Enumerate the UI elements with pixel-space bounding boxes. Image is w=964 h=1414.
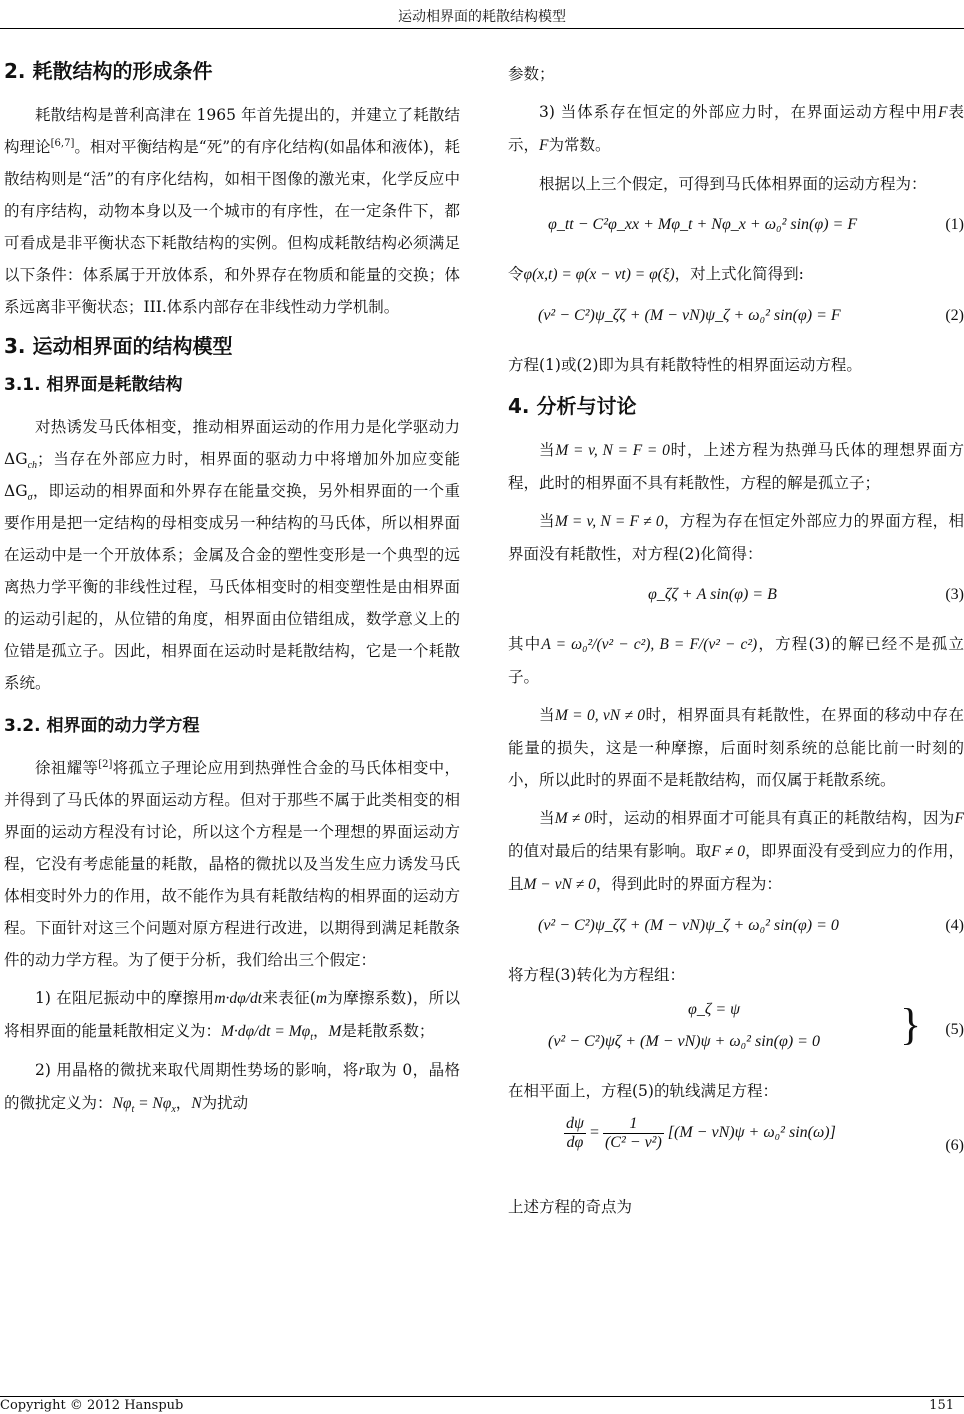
equation-6 (508, 1113, 964, 1183)
footer-rule (0, 1396, 964, 1397)
equation-5-line-2: (v² − C²)ψζ + (M − νN)ψ + ω₀² sin(φ) = 0 (548, 1033, 820, 1050)
case-2-paragraph: 当M = v, N = F ≠ 0，方程为存在恒定外部应力的界面方程，相界面没有耗散性，对方程(2)化简得： (508, 512, 964, 563)
equation-3-number: (3) (945, 586, 964, 603)
where-paragraph: 其中A = ω₀²/(v² − c²), B = F/(v² − c²)，方程(3)的解已经不是孤立子。 (508, 635, 964, 686)
equation-5-number: (5) (945, 1021, 964, 1038)
section-2-title: 2. 耗散结构的形成条件 (4, 59, 213, 83)
equation-3 (508, 576, 964, 620)
header-rule (0, 28, 964, 29)
section-2-paragraph: 耗散结构是普利高津在 1965 年首先提出的，并建立了耗散结构理论[6,7]。相对平衡结构是“死”的有序化结构(如晶体和液体)，耗散结构则是“活”的有序化结构，如相干图像的激光束，化学反应中的有序结构，动物本身以及一个城市的有序性，在一定条件下，都可看成是非平衡状态下耗散结构的实例。但构成耗散结构必须满足以下条件：体系属于开放体系，和外界存在物质和能量的交换；体系远离非平衡状态；III.体系内部存在非线性动力学机制。 (4, 106, 460, 316)
phase-plane-note: 在相平面上，方程(5)的轨线满足方程： (508, 1082, 778, 1100)
right-column (508, 58, 964, 1229)
singular-point-note: 上述方程的奇点为 (508, 1198, 633, 1216)
equation-5-line-1: φ_ζ = ψ (688, 1001, 741, 1018)
section-4-title: 4. 分析与讨论 (508, 394, 637, 418)
equation-note: 方程(1)或(2)即为具有耗散特性的相界面运动方程。 (508, 356, 862, 374)
running-head: 运动相界面的耗散结构模型 (398, 9, 566, 25)
equation-2 (508, 297, 964, 341)
equation-4-formula: (v² − C²)ψ_ζζ + (M − νN)ψ_ζ + ω₀² sin(φ) = 0 (538, 917, 839, 934)
assumption-3: 3) 当体系存在恒定的外部应力时，在界面运动方程中用F表示，F为常数。 (508, 103, 964, 154)
assumption-1: 1) 在阻尼振动中的摩擦用m·dφ/dt来表征(m为摩擦系数)，所以将相界面的能量耗散相定义为：$M\cdot d\varphi/dt = M\varphi_t$，M是耗散系数； (4, 988, 460, 1043)
equation-2-formula: (v² − C²)ψ_ζζ + (M − νN)ψ_ζ + ω₀² sin(φ) = F (538, 307, 841, 324)
equation-1 (508, 206, 964, 250)
derivation-intro: 根据以上三个假定，可得到马氏体相界面的运动方程为： (539, 175, 927, 193)
copyright-notice: Copyright © 2012 Hanspub (0, 1398, 184, 1413)
citation: [2] (98, 758, 113, 770)
case-1-paragraph: 当M = v, N = F = 0时，上述方程为热弹马氏体的理想界面方程，此时的相界面不具有耗散性，方程的解是孤立子； (508, 441, 964, 492)
equation-1-formula: φ_tt − C²φ_xx + Mφ_t + Nφ_x + ω₀² sin(φ) = F (548, 216, 858, 233)
section-3-2-paragraph: 徐祖耀等[2]将孤立子理论应用到热弹性合金的马氏体相变中，并得到了马氏体的界面运动方程。但对于那些不属于此类相变的相界面的运动方程没有讨论，所以这个方程是一个理想的界面运动方程，它没有考虑能量的耗散，晶格的微扰以及当发生应力诱发马氏体相变时外力的作用，故不能作为具有耗散结构的相界面的运动方程。下面针对这三个问题对原方程进行改进，以期得到满足耗散条件的动力学方程。为了便于分析，我们给出三个假定： (4, 758, 460, 969)
continued-text: 参数； (508, 65, 555, 83)
page-number: 151 (929, 1398, 954, 1413)
equation-5 (508, 997, 964, 1067)
left-column (4, 54, 460, 1126)
section-3-1-title: 3.1. 相界面是耗散结构 (4, 375, 183, 395)
assumption-2: 2) 用晶格的微扰来取代周期性势场的影响，将r取为 0，晶格的微扰定义为：$N\varphi_t = N\varphi_x$，N为扰动 (4, 1060, 460, 1115)
equation-4-number: (4) (945, 917, 964, 934)
equation-3-formula: φ_ζζ + A sin(φ) = B (648, 586, 777, 603)
section-3-2-title: 3.2. 相界面的动力学方程 (4, 715, 200, 736)
equation-5-brace: } (900, 1000, 922, 1049)
equation-6-lhs: $\frac{d\psi}{d\varphi}$ (566, 1115, 584, 1151)
equation-1-number: (1) (945, 216, 964, 233)
equation-6-number: (6) (945, 1137, 964, 1154)
equation-4 (508, 907, 964, 951)
section-3-title: 3. 运动相界面的结构模型 (4, 334, 233, 358)
equation-6-formula: $\frac{d\psi}{d\varphi}$ = $\frac{1}{\text{(C² − v²)}}$ [(M − vN)ψ + ω₀² sin(ω)] (566, 1115, 836, 1151)
equation-2-number: (2) (945, 307, 964, 324)
case-4-paragraph: 当M ≠ 0时，运动的相界面才可能具有真正的耗散结构，因为F的值对最后的结果有影响。取F ≠ 0，即界面没有受到应力的作用，且M − vN ≠ 0，得到此时的界面方程为： (508, 809, 964, 893)
substitution-text: 令φ(x,t) = φ(x − vt) = φ(ξ)，对上式化简得到: (508, 265, 804, 283)
citation: [6,7] (50, 137, 75, 149)
case-3-paragraph: 当M = 0, vN ≠ 0时，相界面具有耗散性，在界面的移动中存在能量的损失，这是一种摩擦，后面时刻系统的总能比前一时刻的小，所以此时的界面不是耗散结构，而仅属于耗散系统。 (508, 706, 964, 789)
equation-6-rhs: $\frac{1}{\text{(C² − v²)}}$ (604, 1115, 662, 1151)
section-3-1-paragraph: 对热诱发马氏体相变，推动相界面运动的作用力是化学驱动力$\Delta G_{ch}$；当存在外部应力时，相界面的驱动力中将增加外加应变能$\Delta G_\sigma$，即运动的相界面和外界存在能量交换，另外相界面的一个重要作用是把一定结构的母相变成另一种结构的马氏体，所以相界面在运动中是一个开放体系；金属及合金的塑性变形是一个典型的远离热力学平衡的非线性过程，马氏体相变时的相变塑性是由相界面的运动引起的，从位错的角度，相界面由位错组成，数学意义上的位错是孤立子。因此，相界面在运动时是耗散结构，它是一个耗散系统。 (4, 417, 460, 692)
convert-note: 将方程(3)转化为方程组： (508, 966, 685, 984)
